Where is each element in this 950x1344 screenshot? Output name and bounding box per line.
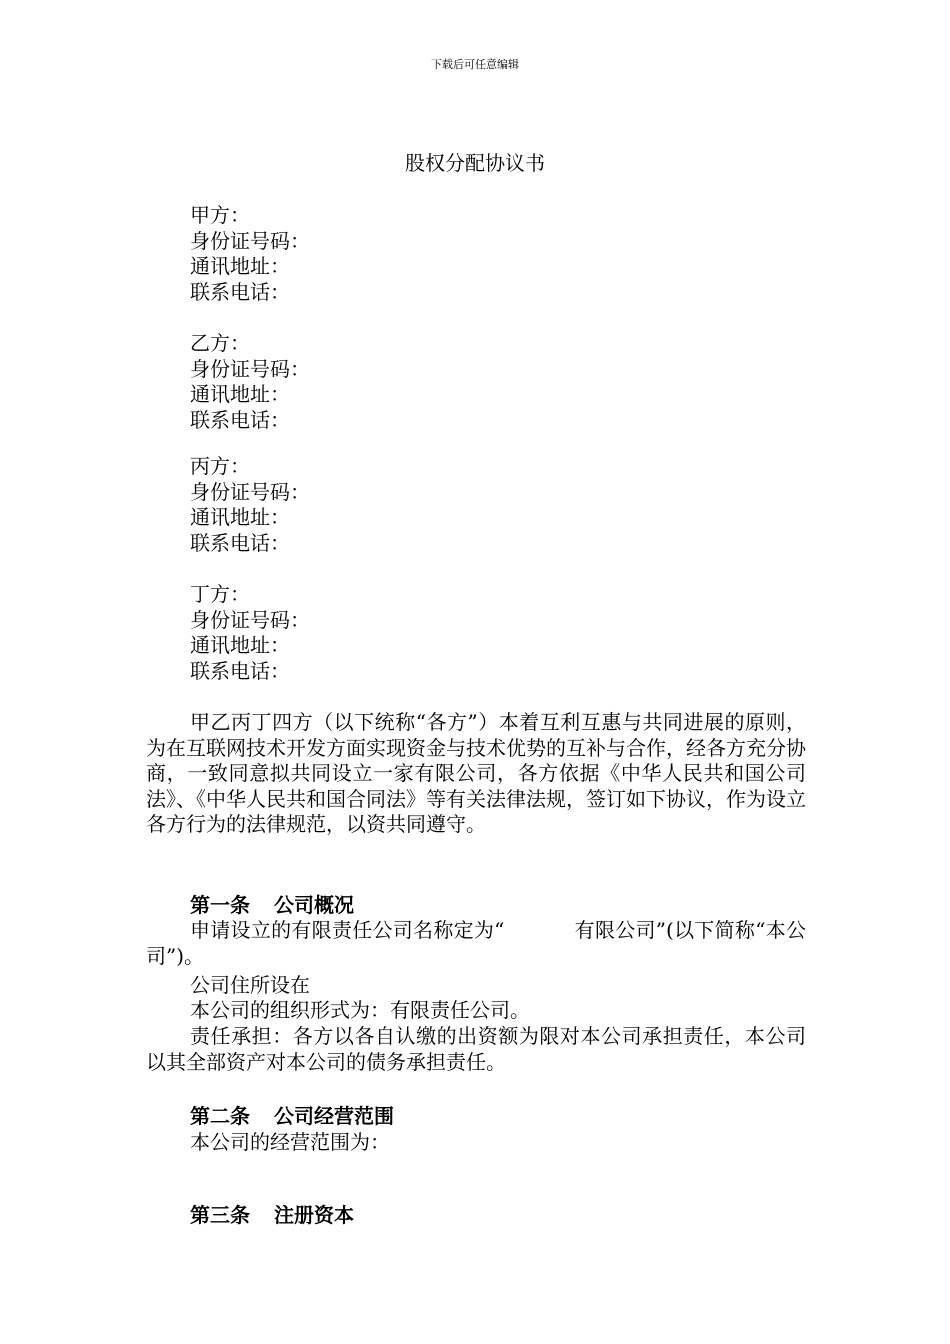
business-scope-line: 本公司的经营范围为：: [190, 1130, 390, 1154]
article-1-heading: [190, 893, 354, 919]
article-number: 第二条: [190, 1104, 250, 1128]
company-name-paragraph: [146, 918, 806, 969]
article-title: 公司概况: [274, 893, 354, 917]
party-address-label: 通讯地址：: [190, 382, 290, 406]
article-number: 第一条: [190, 893, 250, 917]
party-phone-label: 联系电话：: [190, 279, 290, 304]
company-form-line: 本公司的组织形式为：有限责任公司。: [190, 998, 530, 1022]
company-domicile-line: 公司住所设在: [190, 973, 310, 997]
party-address-label: 通讯地址：: [190, 633, 290, 657]
article-number: 第三条: [190, 1203, 250, 1227]
party-address-label: 通讯地址：: [190, 505, 290, 529]
article-3-heading: [190, 1203, 354, 1229]
article-title: 注册资本: [274, 1203, 354, 1227]
party-block-b: [190, 331, 310, 433]
article-title: 公司经营范围: [274, 1104, 394, 1128]
party-phone-label: 联系电话：: [190, 530, 290, 555]
document-title: 股权分配协议书: [405, 151, 545, 175]
party-name-label: 甲方：: [190, 203, 250, 227]
party-name-label: 丁方：: [190, 582, 250, 606]
party-phone-label: 联系电话：: [190, 658, 290, 683]
party-name-label: 丙方：: [190, 454, 250, 478]
party-id-label: 身份证号码：: [190, 479, 310, 504]
party-block-a: [190, 203, 310, 305]
party-id-label: 身份证号码：: [190, 228, 310, 253]
party-name-label: 乙方：: [190, 331, 250, 355]
article-2-heading: [190, 1104, 394, 1130]
preamble-paragraph: 甲乙丙丁四方（以下统称“各方”）本着互利互惠与共同进展的原则，为在互联网技术开发方面实现资金与技术优势的互补与合作，经各方充分协商，一致同意拟共同设立一家有限公司，各方依据《中华人民共和国公司法》、《中华人民共和国合同法》等有关法律法规，签订如下协议，作为设立各方行为的法律规范，以资共同遵守。: [146, 710, 806, 836]
page-header: 下载后可任意编辑: [431, 58, 519, 71]
party-address-label: 通讯地址：: [190, 254, 290, 278]
party-id-label: 身份证号码：: [190, 356, 310, 381]
party-block-c: [190, 454, 310, 556]
party-block-d: [190, 582, 310, 684]
company-name-text-before: 申请设立的有限责任公司名称定为“: [190, 918, 505, 942]
party-phone-label: 联系电话：: [190, 407, 290, 432]
party-id-label: 身份证号码：: [190, 607, 310, 632]
liability-paragraph: 责任承担：各方以各自认缴的出资额为限对本公司承担责任，本公司以其全部资产对本公司的债务承担责任。: [146, 1024, 806, 1074]
company-name-text-after: 有限公司”(以下简称“本公司”)。: [146, 918, 806, 968]
